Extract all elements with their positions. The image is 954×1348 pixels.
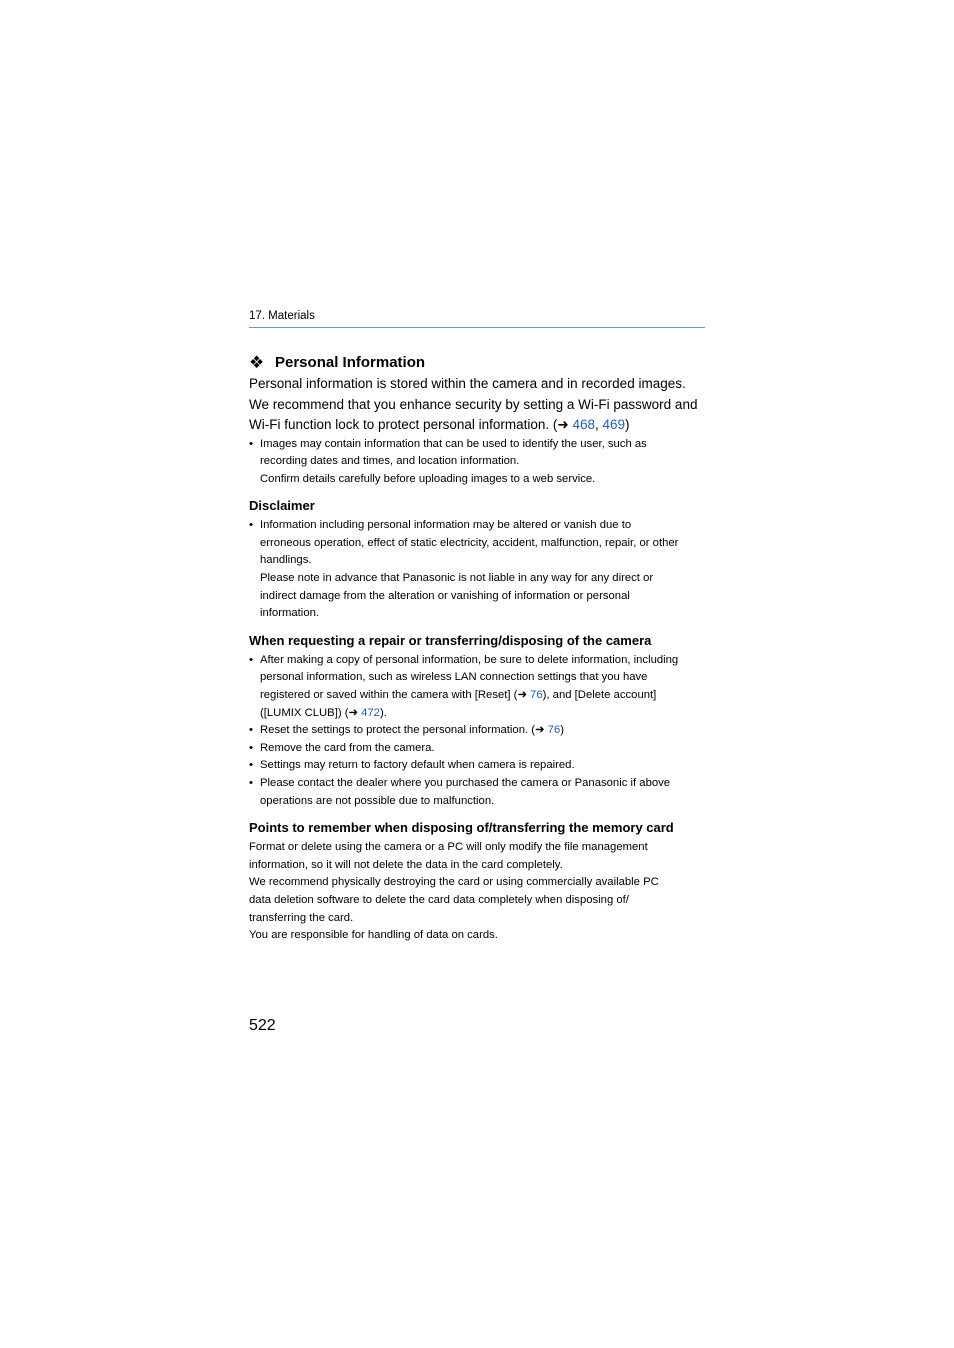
bullet-icon: • xyxy=(249,519,253,532)
bullet-line: erroneous operation, effect of static electricity, accident, malfunction, repair, or other xyxy=(260,536,679,549)
bullet-icon: • xyxy=(249,653,253,666)
section-heading xyxy=(249,353,705,373)
bullet-line: operations are not possible due to malfunction. xyxy=(260,794,495,807)
repair-heading: When requesting a repair or transferring/disposing of the camera xyxy=(249,632,652,648)
bullet-line: Please note in advance that Panasonic is not liable in any way for any direct or xyxy=(260,572,654,585)
section-title: Personal Information xyxy=(275,354,426,371)
header-divider xyxy=(249,327,705,328)
privacy-bullets xyxy=(249,436,705,489)
list-item xyxy=(249,436,705,489)
text-line: You are responsible for handling of data on cards. xyxy=(249,929,498,942)
card-heading: Points to remember when disposing of/transferring the memory card xyxy=(249,820,674,836)
bullet-line: ). xyxy=(379,706,387,719)
arrow-icon: ➜ xyxy=(517,689,527,702)
bullet-line: Information including personal information may be altered or vanish due to xyxy=(260,519,632,532)
main-text xyxy=(249,353,705,945)
intro-paragraph-2 xyxy=(249,395,705,436)
intro-line: Wi-Fi function lock to protect personal information. ( xyxy=(249,417,558,432)
bullet-line: Settings may return to factory default when camera is repaired. xyxy=(260,759,575,772)
bullet-icon: • xyxy=(249,777,253,789)
paren: ) xyxy=(625,417,630,432)
bullet-line: recording dates and times, and location information. xyxy=(260,455,520,468)
bullet-line: handlings. xyxy=(260,554,312,567)
bullet-icon: • xyxy=(249,759,253,772)
bullet-icon: • xyxy=(249,724,253,737)
arrow-icon: ➜ xyxy=(348,706,358,719)
card-paragraph xyxy=(249,839,705,945)
bullet-line: registered or saved within the camera with [Reset] ( xyxy=(260,689,518,702)
list-item xyxy=(249,517,705,623)
bullet-line: Remove the card from the camera. xyxy=(260,741,435,754)
arrow-icon: ➜ xyxy=(557,417,569,432)
text-line: data deletion software to delete the card data completely when disposing of/ xyxy=(249,893,629,906)
bullet-line: Please contact the dealer where you purchased the camera or Panasonic if above xyxy=(260,777,671,789)
separator: , xyxy=(594,417,603,432)
bullet-icon: • xyxy=(249,741,253,754)
list-item xyxy=(249,740,705,758)
diamond-cluster-icon: ❖ xyxy=(249,353,265,372)
repair-bullets xyxy=(249,652,705,810)
page-link-472[interactable]: 472 xyxy=(361,706,380,719)
intro-paragraph-1: Personal information is stored within the camera and in recorded images. xyxy=(249,376,686,391)
disclaimer-heading: Disclaimer xyxy=(249,498,315,514)
bullet-line: information. xyxy=(260,607,320,620)
text-line: Format or delete using the camera or a PC will only modify the file management xyxy=(249,841,648,854)
bullet-line: indirect damage from the alteration or vanishing of information or personal xyxy=(260,589,630,602)
bullet-line: Confirm details carefully before uploading images to a web service. xyxy=(260,472,596,485)
bullet-line: After making a copy of personal information, be sure to delete information, including xyxy=(260,653,679,666)
page-link-76[interactable]: 76 xyxy=(530,689,543,702)
bullet-line: ), and [Delete account] xyxy=(542,689,657,702)
bullet-icon: • xyxy=(249,437,253,450)
bullet-line: Images may contain information that can be used to identify the user, such as xyxy=(260,437,647,450)
page-link-76[interactable]: 76 xyxy=(547,724,561,737)
bullet-line: ) xyxy=(560,724,564,737)
bullet-line: Reset the settings to protect the personal information. ( xyxy=(260,724,536,737)
bullet-line: ([LUMIX CLUB]) ( xyxy=(260,706,349,719)
list-item xyxy=(249,652,705,722)
list-item xyxy=(249,775,705,810)
text-line: We recommend physically destroying the card or using commercially available PC xyxy=(249,876,659,889)
text-line: information, so it will not delete the data in the card completely. xyxy=(249,858,563,871)
page-link-469[interactable]: 469 xyxy=(602,417,626,432)
arrow-icon: ➜ xyxy=(535,724,545,737)
intro-line: We recommend that you enhance security by setting a Wi-Fi password and xyxy=(249,396,698,412)
chapter-header: 17. Materials xyxy=(249,310,315,322)
disclaimer-bullets xyxy=(249,517,705,623)
page-link-468[interactable]: 468 xyxy=(572,417,595,432)
list-item xyxy=(249,757,705,775)
page-number: 522 xyxy=(249,1017,276,1034)
text-line: transferring the card. xyxy=(249,911,354,924)
list-item xyxy=(249,722,705,740)
bullet-line: personal information, such as wireless LAN connection settings that you have xyxy=(260,671,648,684)
